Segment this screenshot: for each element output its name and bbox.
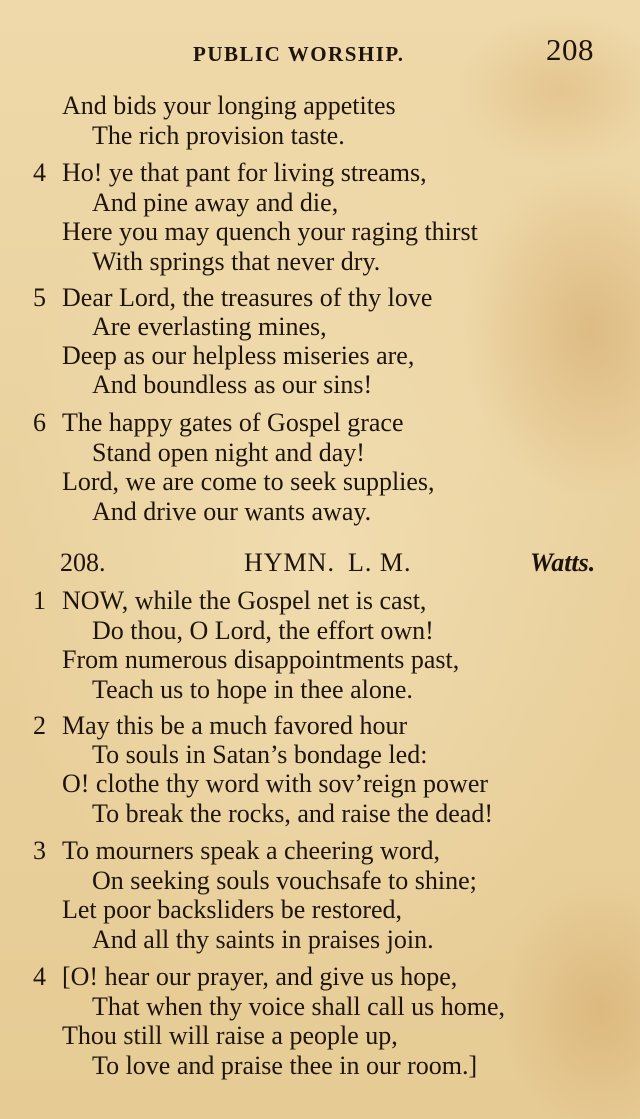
- verse-line: To souls in Satan’s bondage led:: [92, 740, 428, 769]
- verse-number: 2: [33, 711, 46, 740]
- verse-line: Stand open night and day!: [92, 438, 365, 467]
- verse-line: Here you may quench your raging thirst: [62, 217, 478, 246]
- verse-line: Ho! ye that pant for living streams,: [62, 158, 427, 187]
- running-head-title: PUBLIC WORSHIP.: [193, 42, 405, 66]
- verse-line: To break the rocks, and raise the dead!: [92, 799, 494, 828]
- verse-line: Let poor backsliders be restored,: [62, 895, 403, 924]
- page-number: 208: [546, 32, 594, 67]
- verse-number: 6: [33, 408, 46, 437]
- verse-line: O! clothe thy word with sov’reign power: [62, 769, 489, 798]
- verse-line: Dear Lord, the treasures of thy love: [62, 283, 433, 312]
- verse-line: And boundless as our sins!: [92, 370, 373, 399]
- verse-number: 3: [33, 836, 46, 865]
- verse-line: NOW, while the Gospel net is cast,: [62, 586, 427, 615]
- carryover-line: The rich provision taste.: [92, 121, 345, 150]
- carryover-line: And bids your longing appetites: [62, 91, 396, 120]
- verse-line: And drive our wants away.: [92, 497, 372, 526]
- verse-line: [O! hear our prayer, and give us hope,: [62, 962, 458, 991]
- verse-line: May this be a much favored hour: [62, 711, 408, 740]
- verse-line: That when thy voice shall call us home,: [92, 992, 506, 1021]
- verse-line: Lord, we are come to seek supplies,: [62, 467, 435, 496]
- verse-line: To love and praise thee in our room.]: [92, 1051, 478, 1080]
- verse-line: Thou still will raise a people up,: [62, 1021, 398, 1050]
- verse-line: With springs that never dry.: [92, 247, 381, 276]
- verse-line: Deep as our helpless miseries are,: [62, 341, 415, 370]
- verse-line: Are everlasting mines,: [92, 312, 327, 341]
- verse-line: On seeking souls vouchsafe to shine;: [92, 866, 477, 895]
- hymn-author: Watts.: [530, 548, 596, 577]
- verse-line: Do thou, O Lord, the effort own!: [92, 616, 434, 645]
- verse-line: And pine away and die,: [92, 188, 339, 217]
- hymn-header: [0, 548, 640, 582]
- running-head: [0, 28, 640, 68]
- verse-number: 1: [33, 586, 46, 615]
- verse-number: 4: [33, 962, 46, 991]
- verse-line: And all thy saints in praises join.: [92, 925, 434, 954]
- verse-number: 4: [33, 158, 46, 187]
- hymn-meter: L. M.: [348, 548, 412, 577]
- verse-line: To mourners speak a cheering word,: [62, 836, 440, 865]
- hymn-number: 208.: [60, 548, 106, 577]
- verse-line: Teach us to hope in thee alone.: [92, 675, 413, 704]
- hymn-title: HYMN.: [244, 548, 335, 577]
- verse-number: 5: [33, 283, 46, 312]
- verse-line: From numerous disappointments past,: [62, 645, 460, 674]
- verse-line: The happy gates of Gospel grace: [62, 408, 404, 437]
